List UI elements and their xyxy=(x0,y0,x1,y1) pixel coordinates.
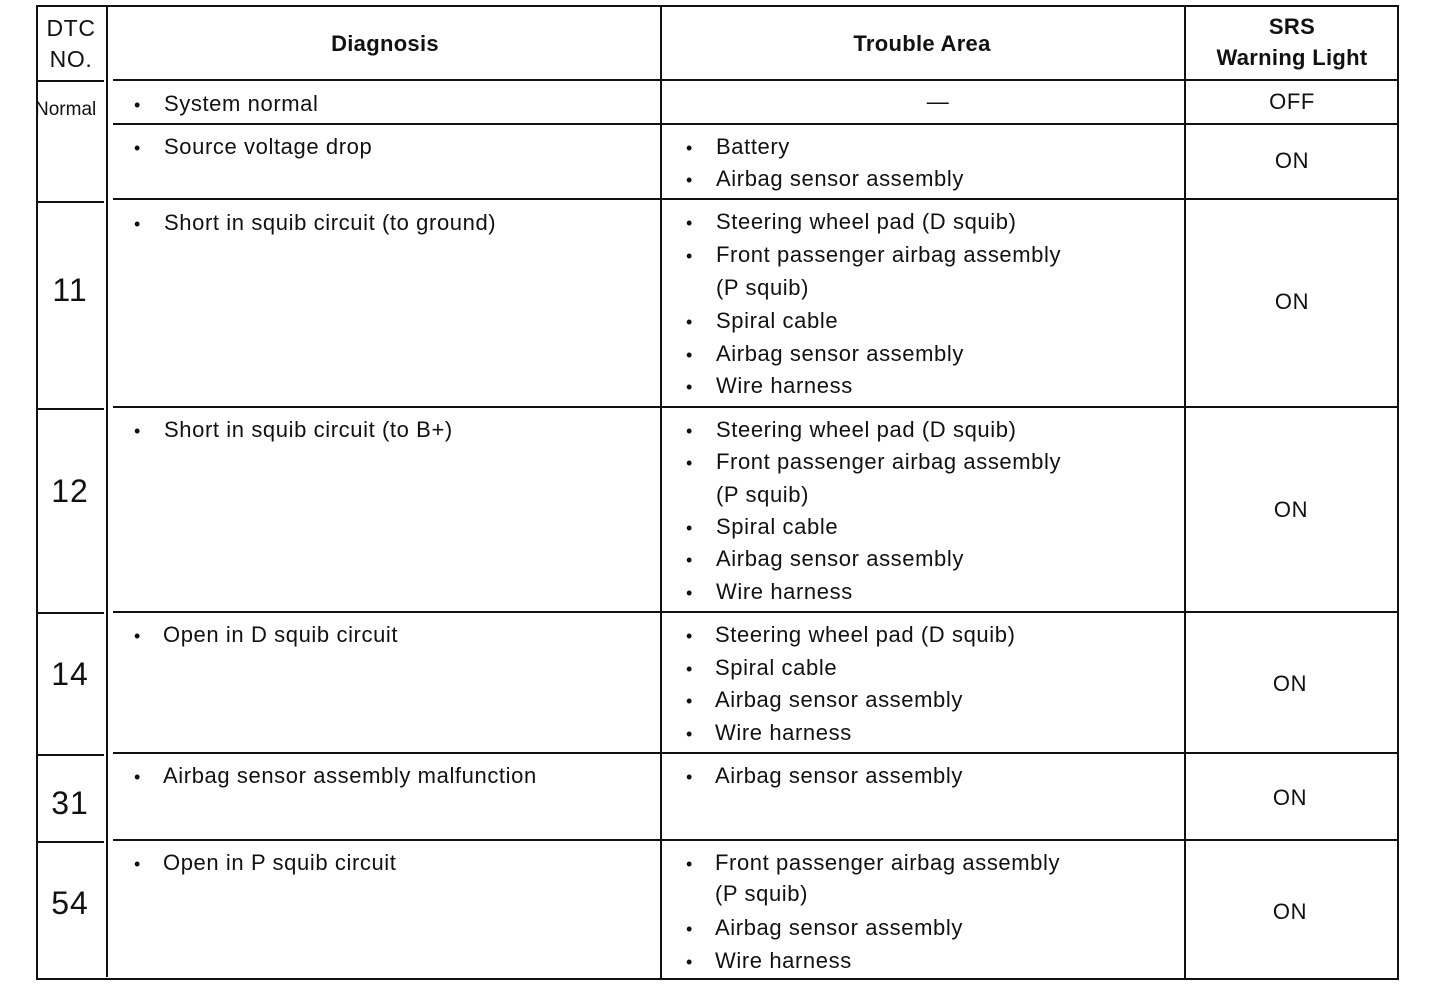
bullet-icon: • xyxy=(686,453,693,473)
trouble-area-text: Steering wheel pad (D squib) xyxy=(716,209,1017,234)
dtc-code: Normal xyxy=(35,99,97,120)
trouble-area-text: Spiral cable xyxy=(716,514,839,539)
bullet-icon: • xyxy=(134,214,141,234)
trouble-area-text: (P squib) xyxy=(715,881,809,906)
header-dtc-line2: NO. xyxy=(49,46,93,72)
trouble-area-text: Steering wheel pad (D squib) xyxy=(716,417,1017,442)
dtc-code: 31 xyxy=(51,785,89,821)
bullet-icon: • xyxy=(686,767,693,787)
trouble-area-text: (P squib) xyxy=(716,482,810,507)
bullet-icon: • xyxy=(134,626,141,646)
diagnosis-text: System normal xyxy=(164,91,319,116)
trouble-area-text: Battery xyxy=(716,134,790,159)
trouble-area-text: Wire harness xyxy=(715,948,852,973)
trouble-area-text: Front passenger airbag assembly xyxy=(716,449,1062,474)
bullet-icon: • xyxy=(686,170,693,190)
trouble-area-text: Airbag sensor assembly xyxy=(715,915,963,940)
table-left-border xyxy=(36,5,38,980)
trouble-area-text: Steering wheel pad (D squib) xyxy=(715,622,1016,647)
diagnosis-text: Open in D squib circuit xyxy=(163,622,399,647)
warning-light-status: OFF xyxy=(1269,89,1315,114)
bullet-icon: • xyxy=(134,854,141,874)
header-bottom-rule xyxy=(113,79,1399,81)
trouble-area-text: — xyxy=(926,89,950,114)
row-rule xyxy=(113,839,1399,841)
header-dtc-line1: DTC xyxy=(46,15,96,41)
row-rule xyxy=(113,123,1399,125)
warning-light-status: ON xyxy=(1273,497,1309,522)
column-divider xyxy=(1184,5,1186,980)
table-top-border xyxy=(36,5,1399,7)
trouble-area-text: Wire harness xyxy=(715,720,852,745)
header-srs-line1: SRS xyxy=(1268,14,1316,39)
diagnosis-text: Short in squib circuit (to ground) xyxy=(164,210,497,235)
dtc-code: 14 xyxy=(51,656,89,692)
trouble-area-text: (P squib) xyxy=(716,275,810,300)
bullet-icon: • xyxy=(686,583,693,603)
bullet-icon: • xyxy=(134,767,141,787)
header-bottom-rule-dtc xyxy=(38,80,104,82)
bullet-icon: • xyxy=(686,550,693,570)
bullet-icon: • xyxy=(134,95,141,115)
trouble-area-text: Airbag sensor assembly xyxy=(716,166,964,191)
bullet-icon: • xyxy=(686,213,693,233)
row-rule-dtc xyxy=(38,612,104,614)
trouble-area-text: Airbag sensor assembly xyxy=(716,546,964,571)
row-rule-dtc xyxy=(38,201,104,203)
row-rule-dtc xyxy=(38,754,104,756)
header-srs-line2: Warning Light xyxy=(1216,45,1368,70)
row-rule xyxy=(113,406,1399,408)
bullet-icon: • xyxy=(686,138,693,158)
trouble-area-text: Wire harness xyxy=(716,373,853,398)
trouble-area-text: Front passenger airbag assembly xyxy=(715,850,1061,875)
bullet-icon: • xyxy=(134,138,141,158)
row-rule-dtc xyxy=(38,841,104,843)
column-divider xyxy=(660,5,662,980)
bullet-icon: • xyxy=(686,377,693,397)
warning-light-status: ON xyxy=(1272,899,1308,924)
bullet-icon: • xyxy=(134,421,141,441)
warning-light-status: ON xyxy=(1272,785,1308,810)
row-rule xyxy=(113,611,1399,613)
row-rule-dtc xyxy=(38,408,104,410)
bullet-icon: • xyxy=(686,919,693,939)
bullet-icon: • xyxy=(686,345,693,365)
row-rule xyxy=(113,198,1399,200)
trouble-area-text: Wire harness xyxy=(716,579,853,604)
bullet-icon: • xyxy=(686,246,693,266)
bullet-icon: • xyxy=(686,691,693,711)
table-right-border xyxy=(1397,5,1399,980)
diagnosis-text: Airbag sensor assembly malfunction xyxy=(163,763,537,788)
diagnosis-text: Open in P squib circuit xyxy=(163,850,397,875)
warning-light-status: ON xyxy=(1272,671,1308,696)
header-trouble-area: Trouble Area xyxy=(853,31,991,56)
bullet-icon: • xyxy=(686,626,693,646)
diagnosis-text: Source voltage drop xyxy=(164,134,373,159)
bullet-icon: • xyxy=(686,518,693,538)
row-rule xyxy=(113,752,1399,754)
diagnosis-text: Short in squib circuit (to B+) xyxy=(164,417,453,442)
trouble-area-text: Spiral cable xyxy=(715,655,838,680)
trouble-area-text: Spiral cable xyxy=(716,308,839,333)
column-divider xyxy=(106,5,108,977)
bullet-icon: • xyxy=(686,659,693,679)
trouble-area-text: Front passenger airbag assembly xyxy=(716,242,1062,267)
header-diagnosis: Diagnosis xyxy=(331,31,439,56)
bullet-icon: • xyxy=(686,952,693,972)
trouble-area-text: Airbag sensor assembly xyxy=(716,341,964,366)
trouble-area-text: Airbag sensor assembly xyxy=(715,763,963,788)
bullet-icon: • xyxy=(686,854,693,874)
dtc-code: 11 xyxy=(52,272,88,308)
warning-light-status: ON xyxy=(1274,289,1310,314)
dtc-code: 12 xyxy=(51,473,89,509)
trouble-area-text: Airbag sensor assembly xyxy=(715,687,963,712)
bullet-icon: • xyxy=(686,421,693,441)
bullet-icon: • xyxy=(686,724,693,744)
bullet-icon: • xyxy=(686,312,693,332)
dtc-code: 54 xyxy=(51,885,89,921)
table-bottom-border xyxy=(36,978,1399,980)
warning-light-status: ON xyxy=(1274,148,1310,173)
